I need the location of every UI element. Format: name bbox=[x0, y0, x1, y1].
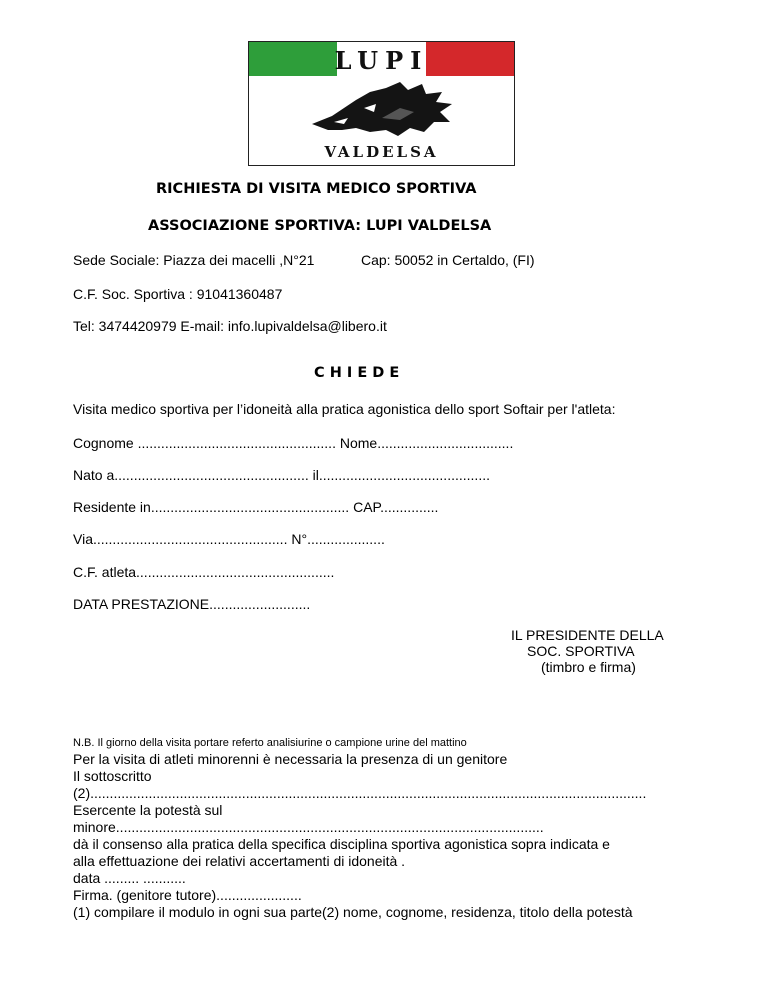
club-logo bbox=[248, 41, 515, 166]
sede-sociale: Sede Sociale: Piazza dei macelli ,N°21 bbox=[73, 252, 315, 268]
minors-line-6: dà il consenso alla pratica della specifica disciplina sportiva agonistica sopra indicata e bbox=[73, 836, 610, 852]
signature-line2: SOC. SPORTIVA bbox=[527, 643, 635, 659]
signature-line1: IL PRESIDENTE DELLA bbox=[511, 627, 664, 643]
logo-top-text: LUPI bbox=[334, 46, 429, 75]
minors-line-4: Esercente la potestà sul bbox=[73, 802, 223, 818]
field-nato: Nato a.................................................. il............................................ bbox=[73, 467, 490, 483]
cf-society: C.F. Soc. Sportiva : 91041360487 bbox=[73, 286, 283, 302]
logo-bottom-text: VALDELSA bbox=[324, 143, 439, 161]
form-title: RICHIESTA DI VISITA MEDICO SPORTIVA bbox=[156, 181, 477, 197]
minors-line-7: alla effettuazione dei relativi accertamenti di idoneità . bbox=[73, 853, 406, 869]
field-cf-atleta: C.F. atleta................................................... bbox=[73, 564, 335, 580]
minors-line-10: (1) compilare il modulo in ogni sua parte(2) nome, cognome, residenza, titolo della potestà bbox=[73, 904, 633, 920]
field-data-prestazione: DATA PRESTAZIONE.......................... bbox=[73, 596, 311, 612]
minors-line-3: (2)............................................................................................................................................... bbox=[73, 785, 647, 801]
contact-info: Tel: 3474420979 E-mail: info.lupivaldelsa@libero.it bbox=[73, 318, 387, 334]
note-nb: N.B. Il giorno della visita portare referto analisiurine o campione urine del mattino bbox=[73, 737, 467, 749]
signature-line3: (timbro e firma) bbox=[541, 659, 636, 675]
minors-line-8: data ......... ........... bbox=[73, 870, 186, 886]
minors-line-5: minore.............................................................................................................. bbox=[73, 819, 544, 835]
chiede-heading: C H I E D E bbox=[314, 365, 400, 381]
minors-line-2: Il sottoscritto bbox=[73, 768, 152, 784]
field-residente: Residente in................................................... CAP............... bbox=[73, 499, 439, 515]
request-text: Visita medico sportiva per l’idoneità alla pratica agonistica dello sport Softair per l'atleta: bbox=[73, 401, 616, 417]
field-via: Via.................................................. N°.................... bbox=[73, 531, 385, 547]
minors-line-9: Firma. (genitore tutore)...................... bbox=[73, 887, 302, 903]
cap-city: Cap: 50052 in Certaldo, (FI) bbox=[361, 252, 535, 268]
wolf-head-icon bbox=[304, 78, 464, 140]
minors-line-1: Per la visita di atleti minorenni è necessaria la presenza di un genitore bbox=[73, 751, 508, 767]
field-cognome-nome: Cognome ................................................... Nome................................... bbox=[73, 435, 514, 451]
association-title: ASSOCIAZIONE SPORTIVA: LUPI VALDELSA bbox=[148, 218, 492, 234]
